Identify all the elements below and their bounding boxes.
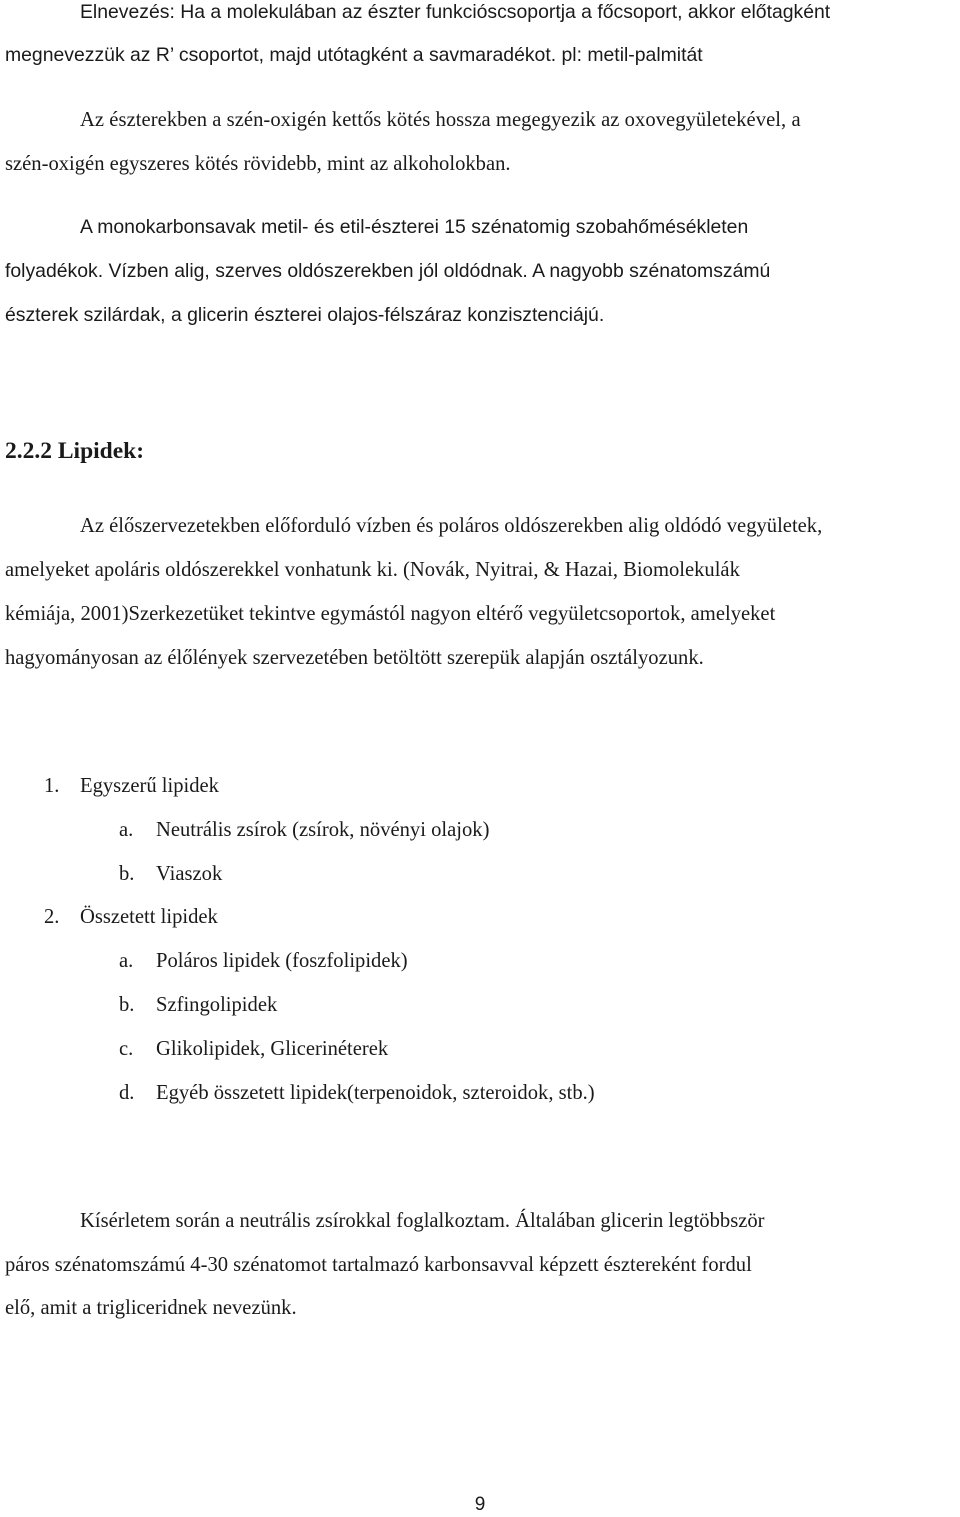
ester-paragraph-line-3: észterek szilárdak, a glicerin észterei olajos-félszáraz konzisztenciájú. <box>5 304 605 326</box>
lipid-paragraph-line-1: Az élőszervezetekben előforduló vízben és poláros oldószerekben alig oldódó vegyületek, <box>80 515 823 537</box>
intro-paragraph-line-2: megnevezzük az R’ csoportot, majd utótagként a savmaradékot. pl: metil-palmitát <box>5 44 703 66</box>
section-heading: 2.2.2 Lipidek: <box>5 438 145 464</box>
experiment-paragraph-line-1: Kísérletem során a neutrális zsírokkal foglalkoztam. Általában glicerin legtöbbször <box>80 1210 765 1232</box>
ester-paragraph-line-1: A monokarbonsavak metil- és etil-észterei 15 szénatomig szobahőmésékleten <box>80 216 749 238</box>
list-item-number: 1. <box>44 775 60 797</box>
list-subitem-letter: a. <box>119 950 134 972</box>
list-item-label: Egyszerű lipidek <box>80 775 219 797</box>
list-item-label: Összetett lipidek <box>80 906 218 928</box>
list-subitem-letter: b. <box>119 863 135 885</box>
lipid-paragraph-line-3: kémiája, 2001)Szerkezetüket tekintve egymástól nagyon eltérő vegyületcsoportok, amelyeket <box>5 603 776 625</box>
experiment-paragraph-line-3: elő, amit a trigliceridnek nevezünk. <box>5 1297 297 1319</box>
list-subitem-label: Egyéb összetett lipidek(terpenoidok, szteroidok, stb.) <box>156 1082 595 1104</box>
list-subitem-label: Viaszok <box>156 863 223 885</box>
intro-paragraph-line-1 <box>80 0 956 25</box>
list-subitem-label: Poláros lipidek (foszfolipidek) <box>156 950 408 972</box>
list-subitem-letter: d. <box>119 1082 135 1104</box>
intro-line-1-text: Elnevezés: Ha a molekulában az észter funkcióscsoportja a főcsoport, akkor előtagként <box>80 1 831 23</box>
bond-paragraph-line-1: Az észterekben a szén-oxigén kettős kötés hossza megegyezik az oxovegyületekével, a <box>80 109 801 131</box>
bond-paragraph-line-2: szén-oxigén egyszeres kötés rövidebb, mint az alkoholokban. <box>5 153 511 175</box>
list-item-number: 2. <box>44 906 60 928</box>
lipid-paragraph-line-2: amelyeket apoláris oldószerekkel vonhatunk ki. (Novák, Nyitrai, & Hazai, Biomolekulák <box>5 559 740 581</box>
page-number: 9 <box>474 1494 486 1515</box>
list-subitem-label: Neutrális zsírok (zsírok, növényi olajok) <box>156 819 490 841</box>
list-subitem-label: Glikolipidek, Glicerinéterek <box>156 1038 389 1060</box>
experiment-paragraph-line-2: páros szénatomszámú 4-30 szénatomot tartalmazó karbonsavval képzett észtereként fordul <box>5 1254 752 1276</box>
ester-paragraph-line-2: folyadékok. Vízben alig, szerves oldószerekben jól oldódnak. A nagyobb szénatomszámú <box>5 260 771 282</box>
list-subitem-letter: b. <box>119 994 135 1016</box>
list-subitem-label: Szfingolipidek <box>156 994 278 1016</box>
list-subitem-letter: c. <box>119 1038 134 1060</box>
lipid-paragraph-line-4: hagyományosan az élőlények szervezetében betöltött szerepük alapján osztályozunk. <box>5 647 704 669</box>
list-subitem-letter: a. <box>119 819 134 841</box>
